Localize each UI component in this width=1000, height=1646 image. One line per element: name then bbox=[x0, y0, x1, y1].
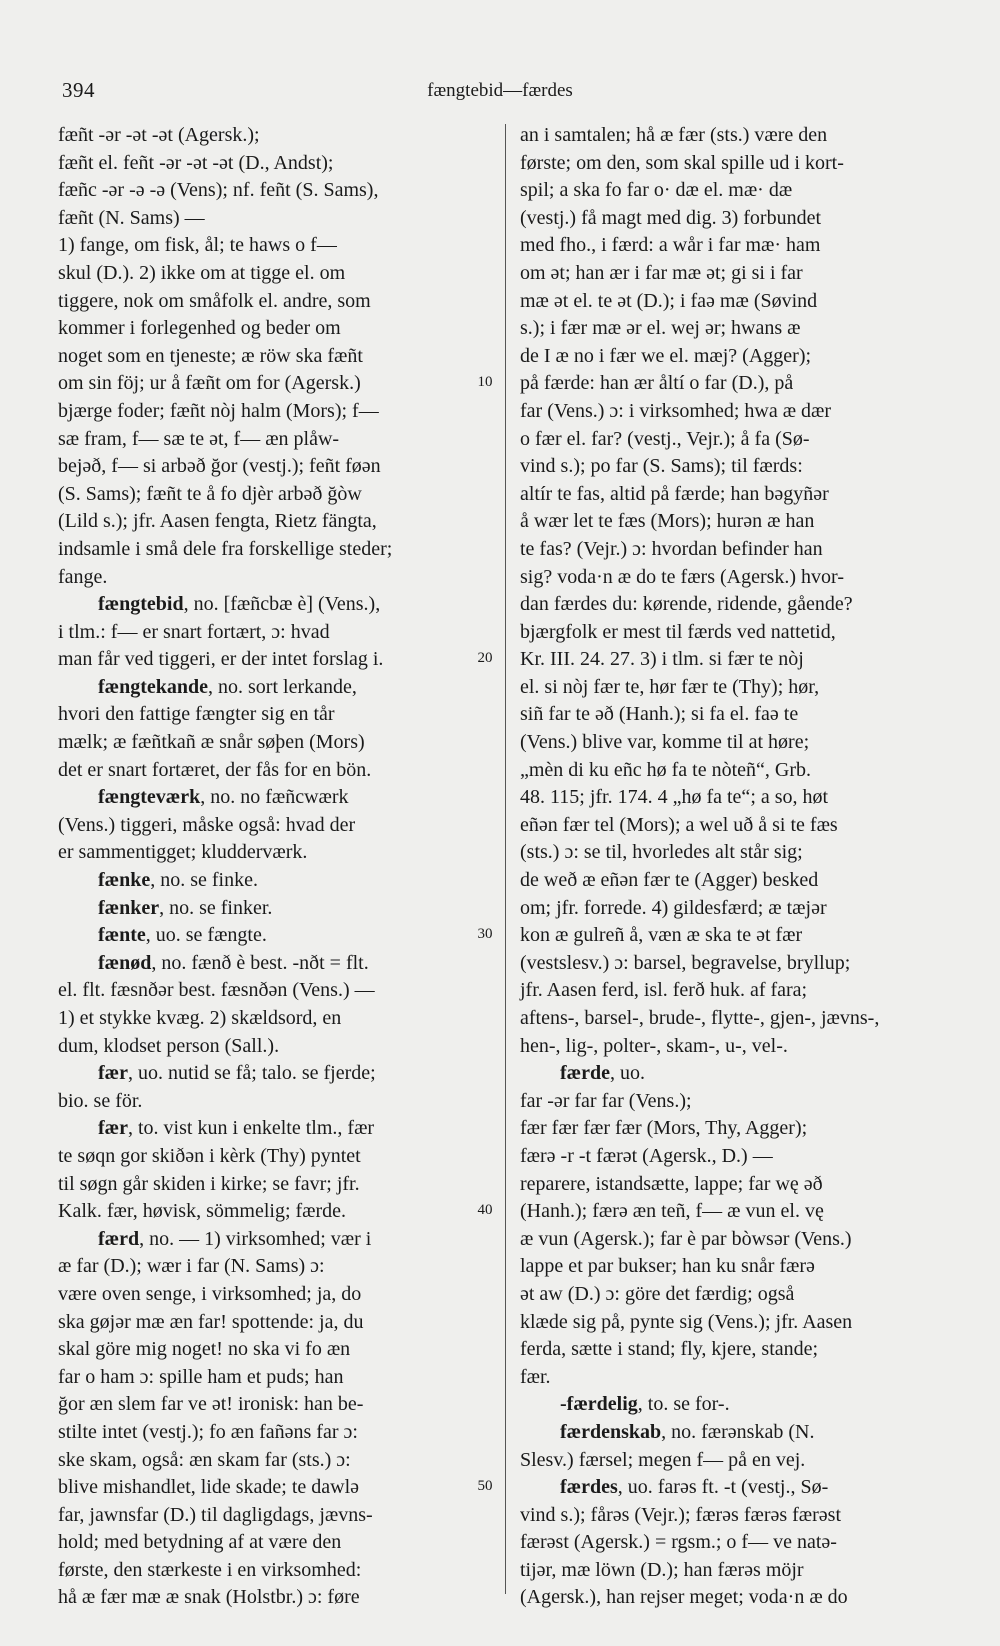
text-line: (S. Sams); fæñt te å fo djèr arbəð ğòw bbox=[58, 482, 362, 505]
text-line: ska gøjər mæ æn far! spottende: ja, du bbox=[58, 1310, 364, 1333]
text-line: fængtekande, no. sort lerkande, bbox=[98, 675, 357, 698]
text-line: te fas? (Vejr.) ɔ: hvordan befinder han bbox=[520, 537, 823, 560]
text-line: 1) fange, om fisk, ål; te haws o f— bbox=[58, 234, 337, 257]
page-number: 394 bbox=[62, 78, 95, 102]
text-line: siñ far te əð (Hanh.); si fa el. faə te bbox=[520, 703, 799, 726]
text-line: fær, to. vist kun i enkelte tlm., fær bbox=[98, 1117, 375, 1140]
text-line: bejəð, f— si arbəð ğor (vestj.); feñt føən bbox=[58, 455, 381, 478]
text-line: fængtebid, no. [fæñcbæ è] (Vens.), bbox=[98, 593, 381, 616]
headword: fær bbox=[98, 1062, 128, 1085]
text-line: far -ər far far (Vens.); bbox=[520, 1089, 692, 1112]
text-line: -færdelig, to. se for-. bbox=[560, 1393, 730, 1416]
headword: fængteværk bbox=[98, 786, 201, 809]
headword: fær bbox=[98, 1117, 128, 1140]
text-line: sig? voda·n æ do te færs (Agersk.) hvor- bbox=[520, 565, 844, 588]
text-line: om ət; han ær i far mæ ət; gi si i far bbox=[520, 261, 803, 284]
text-line: el. flt. fæsnðər best. fæsnðən (Vens.) — bbox=[58, 979, 375, 1002]
headword: fænker bbox=[98, 896, 160, 919]
text-line: „mèn di ku eñc hø fa te nòteñ“, Grb. bbox=[520, 758, 812, 781]
text-line: dan færdes du: kørende, ridende, gående? bbox=[520, 593, 853, 616]
text-line: s.); i fær mæ ər el. wej ər; hwans æ bbox=[520, 317, 801, 340]
headword: færd bbox=[98, 1227, 140, 1250]
text-line: (Agersk.), han rejser meget; voda·n æ do bbox=[520, 1586, 848, 1609]
text-line: klæde sig på, pynte sig (Vens.); jfr. Aasen bbox=[520, 1310, 853, 1333]
text-line: ferda, sætte i stand; fly, kjere, stande; bbox=[520, 1338, 819, 1361]
text-line: kommer i forlegenhed og beder om bbox=[58, 317, 341, 340]
text-line: færd, no. — 1) virksomhed; vær i bbox=[98, 1227, 372, 1250]
text-line: 48. 115; jfr. 174. 4 „hø fa te“; a so, høt bbox=[520, 786, 829, 809]
text-line: blive mishandlet, lide skade; te dawlə bbox=[58, 1476, 360, 1499]
text-line: el. si nòj fær te, hør fær te (Thy); hør, bbox=[520, 675, 820, 698]
text-line: fæñc -ər -ə -ə (Vens); nf. feñt (S. Sams), bbox=[58, 179, 379, 202]
text-line: (vestslesv.) ɔ: barsel, begravelse, bryllup; bbox=[520, 951, 851, 974]
text-line: stilte intet (vestj.); fo æn fañəns far ɔ: bbox=[58, 1420, 358, 1443]
headword: fængtekande bbox=[98, 675, 209, 698]
headword: færdes bbox=[560, 1476, 618, 1499]
text-line: hvori den fattige fængter sig en tår bbox=[58, 703, 335, 726]
text-line: fær. bbox=[520, 1365, 551, 1388]
headword: færdenskab bbox=[560, 1420, 662, 1443]
text-line: å wær let te fæs (Mors); hurən æ han bbox=[520, 510, 815, 533]
text-line: æ vun (Agersk.); far è par bòwsər (Vens.) bbox=[520, 1227, 852, 1250]
text-line: fænke, no. se finke. bbox=[98, 869, 258, 892]
text-line: fænød, no. fænð è best. -nðt = flt. bbox=[98, 951, 369, 974]
text-line: far (Vens.) ɔ: i virksomhed; hwa æ dær bbox=[520, 399, 832, 422]
text-line: man får ved tiggeri, er der intet forslag i. bbox=[58, 648, 384, 671]
text-line: 1) et stykke kvæg. 2) skældsord, en bbox=[58, 1007, 342, 1029]
text-line: bjærgfolk er mest til færds ved nattetid, bbox=[520, 620, 836, 643]
headword: fænte bbox=[98, 924, 146, 947]
text-line: ət aw (D.) ɔ: göre det færdig; også bbox=[520, 1282, 795, 1305]
text-line: hold; med betydning af at være den bbox=[58, 1531, 342, 1554]
text-line: dum, klodset person (Sall.). bbox=[58, 1034, 280, 1057]
text-line: indsamle i små dele fra forskellige steder; bbox=[58, 537, 393, 560]
text-line: (Vens.) tiggeri, måske også: hvad der bbox=[58, 813, 356, 836]
text-line: vind s.); po far (S. Sams); til færds: bbox=[520, 455, 803, 478]
text-line: o fær el. far? (vestj., Vejr.); å fa (Sø- bbox=[520, 427, 810, 450]
text-line: far o ham ɔ: spille ham et puds; han bbox=[58, 1365, 344, 1388]
text-line: fæñt -ər -ət -ət (Agersk.); bbox=[58, 124, 260, 146]
column-divider bbox=[505, 124, 506, 1594]
text-line: vind s.); fårəs (Vejr.); færəs færəs færəst bbox=[520, 1503, 842, 1526]
text-line: de weð æ eñən fær te (Agger) besked bbox=[520, 869, 819, 892]
text-line: på færde: han ær åltí o far (D.), på bbox=[520, 372, 794, 395]
text-line: spil; a ska fo far o· dæ el. mæ· dæ bbox=[520, 179, 793, 202]
text-line: reparere, istandsætte, lappe; far wę əð bbox=[520, 1172, 823, 1195]
text-line: far, jawnsfar (D.) til dagligdags, jævns- bbox=[58, 1503, 373, 1526]
headword: færde bbox=[560, 1062, 610, 1085]
text-line: være oven senge, i virksomhed; ja, do bbox=[58, 1282, 362, 1305]
text-line: færdenskab, no. færənskab (N. bbox=[560, 1420, 815, 1443]
text-line: Slesv.) færsel; megen f— på en vej. bbox=[520, 1448, 806, 1471]
text-line: (Lild s.); jfr. Aasen fengta, Rietz fängta, bbox=[58, 510, 377, 533]
text-line: eñən fær tel (Mors); a wel uð å si te fæs bbox=[520, 813, 838, 836]
text-line: fænker, no. se finker. bbox=[98, 896, 273, 919]
text-line: mælk; æ fæñtkañ æ snår søþen (Mors) bbox=[58, 731, 365, 754]
text-line: bio. se för. bbox=[58, 1089, 143, 1112]
text-line: første, den stærkeste i en virksomhed: bbox=[58, 1558, 362, 1581]
text-line: fær, uo. nutid se få; talo. se fjerde; bbox=[98, 1062, 376, 1085]
text-line: hå æ fær mæ æ snak (Holstbr.) ɔ: føre bbox=[58, 1586, 360, 1609]
text-line: i tlm.: f— er snart fortært, ɔ: hvad bbox=[58, 620, 330, 643]
text-line: bjærge foder; fæñt nòj halm (Mors); f— bbox=[58, 399, 379, 422]
text-line: Kalk. fær, høvisk, sömmelig; færde. bbox=[58, 1200, 347, 1223]
headword: -færdelig bbox=[560, 1393, 638, 1416]
text-line: kon æ gulreñ å, væn æ ska te ət fær bbox=[520, 924, 803, 947]
text-line: aftens-, barsel-, brude-, flytte-, gjen-, jævns-, bbox=[520, 1007, 880, 1029]
text-line: jfr. Aasen ferd, isl. ferð huk. af fara; bbox=[520, 979, 808, 1002]
line-number: 30 bbox=[477, 926, 493, 943]
text-line: færdes, uo. farəs ft. -t (vestj., Sø- bbox=[560, 1476, 829, 1499]
line-number: 50 bbox=[477, 1478, 493, 1495]
text-line: færde, uo. bbox=[560, 1062, 645, 1085]
headword: fængtebid bbox=[98, 593, 184, 616]
text-line: om sin föj; ur å fæñt om for (Agersk.) bbox=[58, 372, 361, 395]
text-line: om; jfr. forrede. 4) gildesfærd; æ tæjər bbox=[520, 896, 827, 919]
headword: fænke bbox=[98, 869, 151, 892]
text-line: fæñt el. feñt -ər -ət -ət (D., Andst); bbox=[58, 151, 334, 174]
text-line: fæñt (N. Sams) — bbox=[58, 206, 205, 229]
text-line: fange. bbox=[58, 565, 108, 588]
text-line: fænte, uo. se fængte. bbox=[98, 924, 267, 947]
running-title: fængtebid—færdes bbox=[427, 80, 573, 101]
text-line: te søqn gor skiðən i kèrk (Thy) pyntet bbox=[58, 1144, 361, 1167]
left-column bbox=[58, 122, 492, 1612]
text-line: fængteværk, no. no fæñcwærk bbox=[98, 786, 349, 809]
text-line: (vestj.) få magt med dig. 3) forbundet bbox=[520, 206, 822, 229]
text-line: skal göre mig noget! no ska vi fo æn bbox=[58, 1338, 351, 1361]
line-number: 40 bbox=[477, 1202, 493, 1219]
text-line: (Hanh.); færə æn teñ, f— æ vun el. vę bbox=[520, 1200, 824, 1223]
headword: fænød bbox=[98, 951, 152, 974]
text-line: første; om den, som skal spille ud i kort- bbox=[520, 151, 844, 174]
text-line: noget som en tjeneste; æ röw ska fæñt bbox=[58, 344, 363, 367]
text-line: (Vens.) blive var, komme til at høre; bbox=[520, 731, 810, 754]
text-line: Kr. III. 24. 27. 3) i tlm. si fær te nòj bbox=[520, 648, 804, 671]
text-line: tijər, mæ löwn (D.); han færəs möjr bbox=[520, 1558, 804, 1581]
text-line: med fho., i færd: a wår i far mæ· ham bbox=[520, 234, 821, 257]
line-number: 20 bbox=[477, 650, 493, 667]
text-line: er sammentigget; kludderværk. bbox=[58, 841, 308, 864]
text-line: lappe et par bukser; han ku snår færə bbox=[520, 1255, 815, 1278]
text-line: ğor æn slem far ve ət! ironisk: han be- bbox=[58, 1393, 364, 1416]
line-number: 10 bbox=[477, 374, 493, 391]
text-line: færə -r -t færət (Agersk., D.) — bbox=[520, 1144, 773, 1167]
text-line: æ far (D.); wær i far (N. Sams) ɔ: bbox=[58, 1255, 325, 1278]
text-line: an i samtalen; hå æ fær (sts.) være den bbox=[520, 124, 828, 146]
text-line: fær fær fær fær (Mors, Thy, Agger); bbox=[520, 1117, 808, 1140]
text-line: skul (D.). 2) ikke om at tigge el. om bbox=[58, 261, 346, 284]
text-line: til søgn går skiden i kirke; se favr; jfr. bbox=[58, 1172, 360, 1195]
text-line: færəst (Agersk.) = rgsm.; o f— ve natə- bbox=[520, 1531, 837, 1554]
text-line: sæ fram, f— sæ te ət, f— æn plåw- bbox=[58, 427, 340, 450]
text-line: de I æ no i fær we el. mæj? (Agger); bbox=[520, 344, 812, 367]
text-line: det er snart fortæret, der fås for en bön. bbox=[58, 758, 372, 781]
text-line: ske skam, også: æn skam far (sts.) ɔ: bbox=[58, 1448, 351, 1471]
text-line: altír te fas, altid på færde; han bəgyñər bbox=[520, 482, 829, 505]
text-line: (sts.) ɔ: se til, hvorledes alt står sig; bbox=[520, 841, 803, 864]
text-line: hen-, lig-, polter-, skam-, u-, vel-. bbox=[520, 1034, 788, 1057]
text-line: tiggere, nok om småfolk el. andre, som bbox=[58, 289, 371, 312]
right-column bbox=[520, 122, 954, 1612]
text-line: mæ ət el. te ət (D.); i faə mæ (Søvind bbox=[520, 289, 818, 312]
